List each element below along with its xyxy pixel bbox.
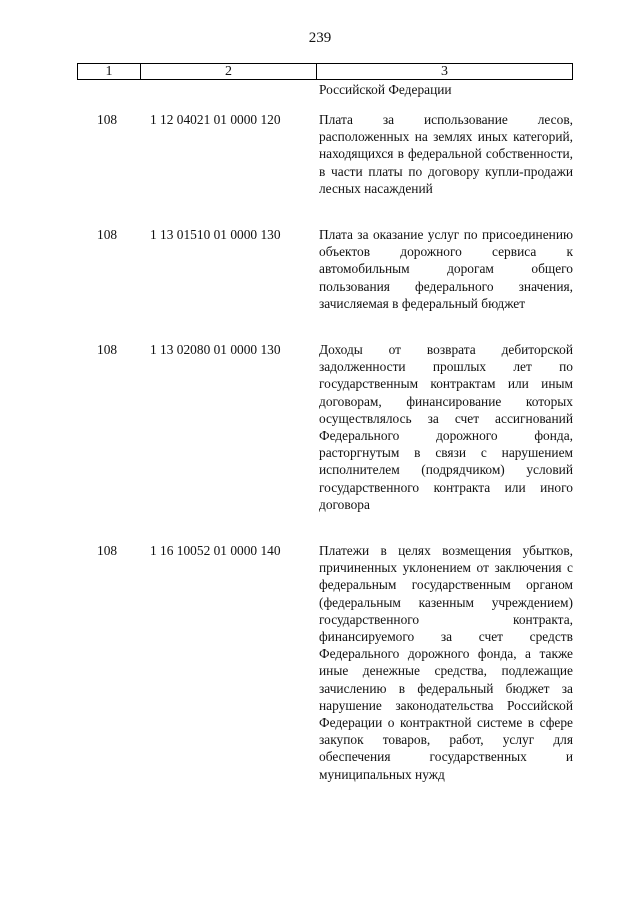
row-2-kbk: 1 13 01510 01 0000 130 xyxy=(150,227,281,242)
row-3-description: Доходы от возврата дебиторской задолженности прошлых лет по государственным контрактам или иным договорам, финансирование которых осуществлялось за счет ассигнований Федерального дорожного фонда, расторгнутым в связи с нарушением исполнителем (подрядчиком) условий государственного контракта или иного договора xyxy=(319,342,573,512)
row-1-admin-code: 108 xyxy=(97,112,118,127)
row-4-kbk: 1 16 10052 01 0000 140 xyxy=(150,543,281,558)
row-3-admin-code: 108 xyxy=(97,342,118,357)
header-col-1: 1 xyxy=(105,64,113,79)
row-4-admin-code: 108 xyxy=(97,543,118,558)
row-3-kbk: 1 13 02080 01 0000 130 xyxy=(150,342,281,357)
header-col-3: 3 xyxy=(441,64,448,79)
row-2-admin-code: 108 xyxy=(97,227,118,242)
header-col-2: 2 xyxy=(225,64,232,79)
row-1-kbk: 1 12 04021 01 0000 120 xyxy=(150,112,281,127)
row-2-description: Плата за оказание услуг по присоединению объектов дорожного сервиса к автомобильным дорогам общего пользования федерального значения, зачисляемая в федеральный бюджет xyxy=(319,227,573,311)
table-header-row xyxy=(77,63,573,80)
page-number: 239 xyxy=(308,30,332,46)
row-1-description: Плата за использование лесов, расположенных на землях иных категорий, находящихся в федеральной собственности, в части платы по договору купли-продажи лесных насаждений xyxy=(319,112,573,196)
continuation-text: Российской Федерации xyxy=(319,82,452,97)
row-4-description: Платежи в целях возмещения убытков, причиненных уклонением от заключения с федеральным государственным органом (федеральным казенным учреждением) государственного контракта, финансируемого за счет средств Федерального дорожного фонда, а также иные денежные средства, подлежащие зачислению в федеральный бюджет за нарушение законодательства Российской Федерации о контрактной системе в сфере закупок товаров, работ, услуг для обеспечения государственных и муниципальных нужд xyxy=(319,543,573,782)
